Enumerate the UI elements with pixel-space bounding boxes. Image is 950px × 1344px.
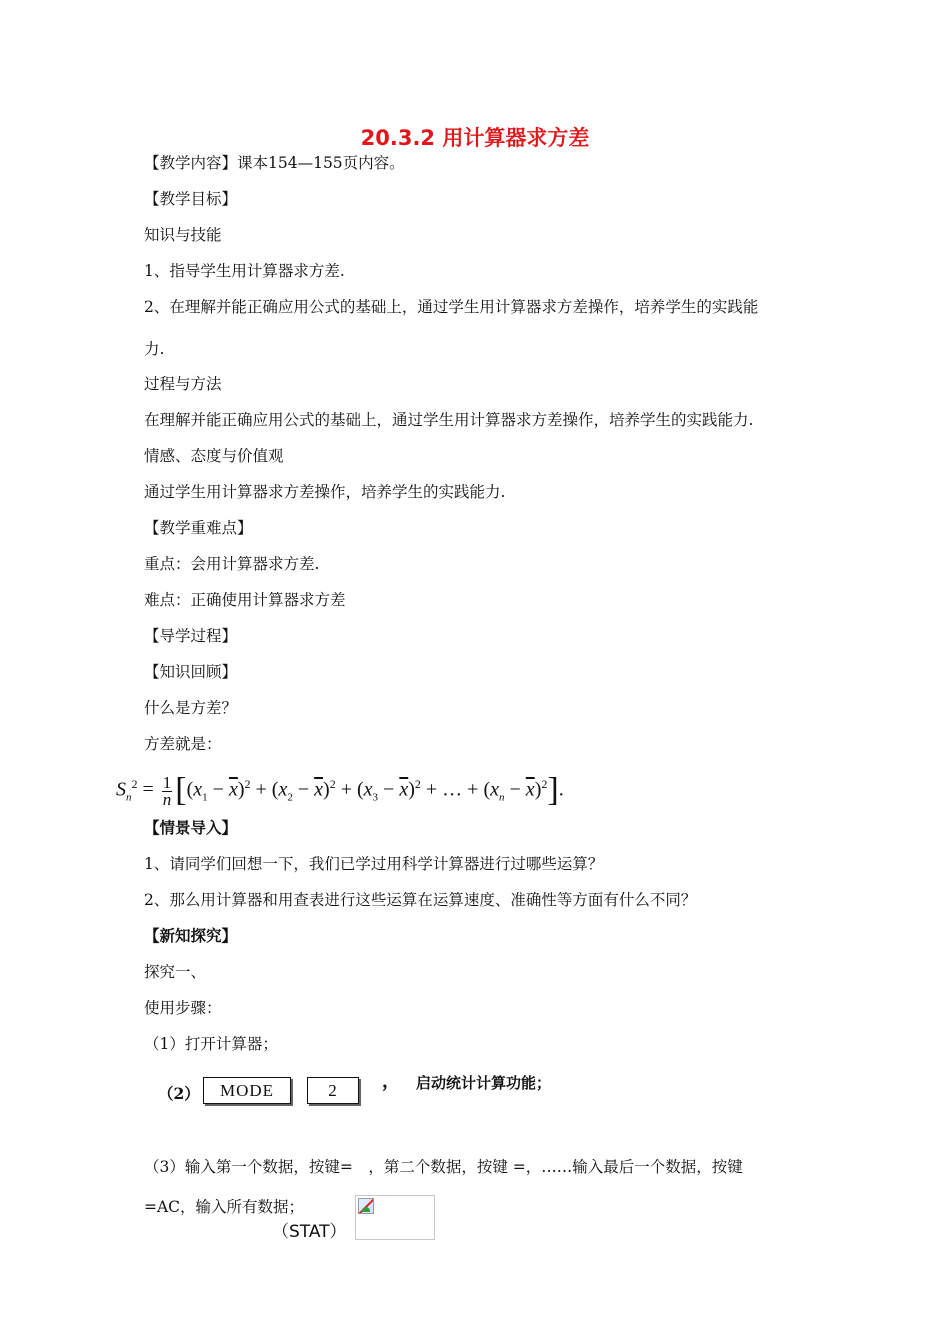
mode-key-icon: MODE [203, 1077, 291, 1104]
new-explore-heading: 【新知探究】 [144, 926, 238, 945]
two-key-icon: 2 [307, 1077, 359, 1104]
emotion-text: 通过学生用计算器求方差操作，培养学生的实践能力. [144, 483, 506, 501]
formula-lhs: S [116, 778, 126, 801]
variance-is: 方差就是： [144, 735, 222, 753]
guide-process-heading: 【导学过程】 [144, 627, 238, 645]
broken-image-placeholder [355, 1195, 435, 1240]
key-difficult-heading: 【教学重难点】 [144, 519, 253, 537]
knowledge-skill-heading: 知识与技能 [144, 226, 222, 244]
process-method-text: 在理解并能正确应用公式的基础上，通过学生用计算器求方差操作，培养学生的实践能力. [144, 411, 754, 429]
what-variance: 什么是方差？ [144, 699, 238, 717]
formula-equals: = [142, 778, 154, 801]
page-title: 20.3.2 用计算器求方差 [360, 126, 590, 150]
teach-goal-heading: 【教学目标】 [144, 190, 238, 208]
difficult-point: 难点：正确使用计算器求方差 [144, 591, 346, 609]
scene-question-1: 1、请同学们回想一下，我们已学过用科学计算器进行过哪些运算？ [144, 855, 604, 873]
scene-intro-heading: 【情景导入】 [144, 818, 238, 837]
process-method-heading: 过程与方法 [144, 375, 222, 393]
scene-question-2: 2、那么用计算器和用查表进行这些运算在运算速度、准确性等方面有什么不同？ [144, 891, 697, 909]
formula-fraction: $\frac{1}{n}$ [162, 772, 172, 809]
step-2-text: 启动统计计算功能； [416, 1074, 552, 1092]
goal-1: 1、指导学生用计算器求方差. [144, 262, 345, 280]
key-point: 重点：会用计算器求方差. [144, 555, 320, 573]
teach-content-line: 【教学内容】课本154—155页内容。 [144, 154, 405, 172]
step-3-line-1: （3）输入第一个数据，按键= ，第二个数据，按键 =，……输入最后一个数据，按键 [144, 1158, 743, 1176]
steps-heading: 使用步骤： [144, 999, 222, 1017]
explore-1: 探究一、 [144, 963, 207, 981]
step-1: （1）打开计算器； [144, 1035, 278, 1053]
review-heading: 【知识回顾】 [144, 663, 238, 681]
stat-label: （STAT） [272, 1222, 347, 1242]
step-3-line-2: =AC，输入所有数据； [144, 1198, 305, 1216]
goal-2-line-1: 2、在理解并能正确应用公式的基础上，通过学生用计算器求方差操作，培养学生的实践能 [144, 298, 759, 316]
goal-2-line-2: 力. [144, 340, 165, 358]
step-2-label: （2） [158, 1084, 200, 1103]
variance-formula: $S_n^2$ = $\frac{1}{n}$ [$(x_1 - \overline{x})^2 + (x_2 - \overline{x})^2 + (x_3 - \overline{x})^2$ + … + $(x_n - \overline{x})^2$]. [116, 771, 564, 809]
emotion-heading: 情感、态度与价值观 [144, 447, 284, 465]
step-2-comma: ， [382, 1071, 400, 1092]
broken-image-icon [358, 1198, 374, 1214]
